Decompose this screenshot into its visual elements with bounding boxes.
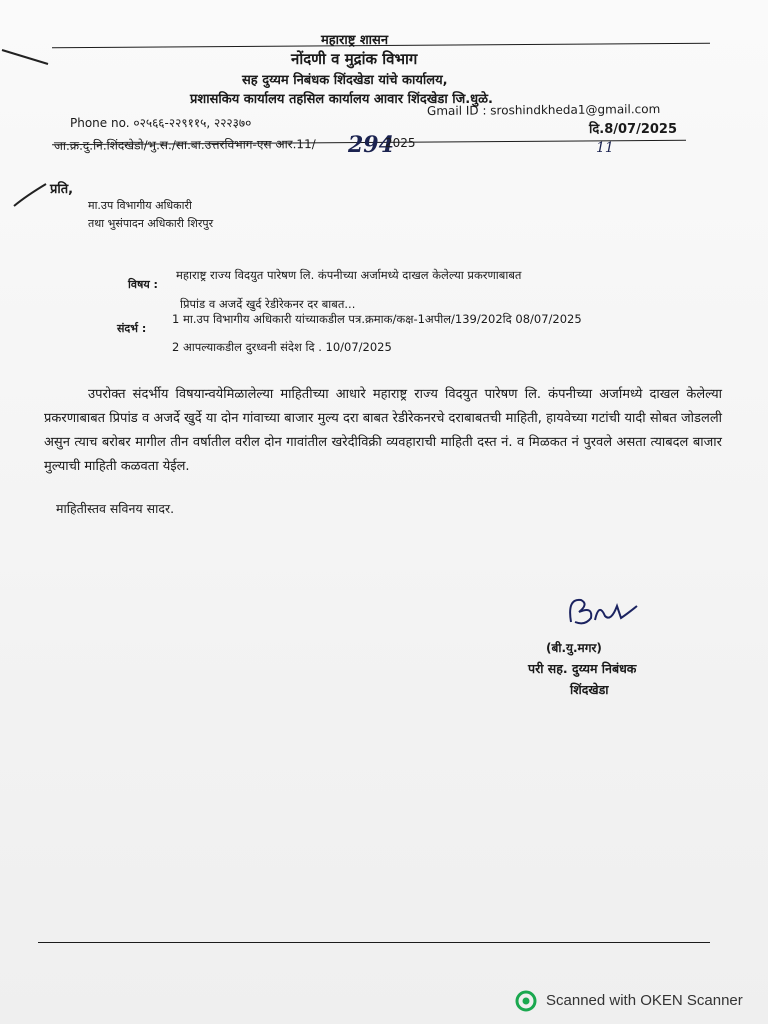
- reference-label: संदर्भ :: [117, 322, 147, 335]
- subject-line2: प्रिपांड व अजर्दे खुर्द रेडीरेकनर दर बाबत...: [180, 297, 356, 311]
- reference-line1: 1 मा.उप विभागीय अधिकारी यांच्याकडील पत्र.क्रमाक/कक्ष-1अपील/139/202दि 08/07/2025: [172, 312, 582, 326]
- outward-year: 2025: [385, 136, 416, 150]
- header-line2: नोंदणी व मुद्रांक विभाग: [291, 50, 418, 68]
- header-line3: सह दुय्यम निबंधक शिंदखेडा यांचे कार्यालय,: [242, 73, 448, 88]
- pen-mark-icon: [0, 40, 60, 70]
- recipient-line2: तथा भुसंपादन अधिकारी शिरपुर: [88, 217, 214, 230]
- signatory-name: (बी.यु.मगर): [546, 641, 602, 655]
- recipient-prati: प्रति,: [50, 182, 74, 197]
- recipient-line1: मा.उप विभागीय अधिकारी: [88, 199, 192, 212]
- phone-number: Phone no. ०२५६६-२२९११५, २२२३७०: [70, 116, 252, 130]
- outward-number: जा.क्र.दु.नि.शिंदखेडो/भु.स./सा.बा.उत्तरविभाग-एस आर.11/: [53, 137, 316, 153]
- letter-date: दि.8/07/2025: [589, 122, 678, 137]
- signature-scribble: [565, 592, 641, 632]
- subject-line1: महाराष्ट्र राज्य विदयुत पारेषण लि. कंपनीच्या अर्जामध्ये दाखल केलेल्या प्रकरणाबाबत: [176, 268, 522, 282]
- oken-scanner-logo-icon: [515, 990, 537, 1012]
- scanner-watermark-text: Scanned with OKEN Scanner: [546, 992, 743, 1009]
- signatory-place: शिंदखेडा: [570, 682, 609, 697]
- signatory-designation: परी सह. दुय्यम निबंधक: [528, 661, 637, 676]
- handwritten-outward-number: 294: [348, 132, 394, 158]
- subject-label: विषय :: [128, 278, 158, 291]
- handwritten-mark: 11: [596, 140, 614, 156]
- recipient-tick-icon: [10, 180, 50, 210]
- header-line4: प्रशासकिय कार्यालय तहसिल कार्यालय आवार शिंदखेडा जि.धुळे.: [190, 92, 493, 107]
- bottom-rule: [38, 942, 710, 943]
- closing-line: माहितीस्तव सविनय सादर.: [56, 501, 175, 516]
- reference-line2: 2 आपल्याकडील दुरध्वनी संदेश दि . 10/07/2025: [172, 340, 392, 354]
- body-paragraph: उपरोक्त संदर्भीय विषयान्वयेमिळालेल्या माहितीच्या आधारे महाराष्ट्र राज्य विदयुत पारेषण लि. कंपनीच्या अर्जामध्ये दाखल केलेल्या प्रकरणाबाबत प्रिपांड व अजर्दे खुर्दे या दोन गांवाच्या बाजार मुल्य दरा बाबत रेडीरेकनरचे दराबाबतची माहिती, हायवेच्या गटांची यादी सोबत जोडलली असुन त्याच बरोबर मागील तीन वर्षातील वरील दोन गावांतील खरेदीविक्री व्यवहाराची माहिती दस्त नं. व मिळकत नं पुरवले असता त्याबदल बाजार मुल्याची माहिती कळवता येईल.: [44, 387, 722, 474]
- header-line1: महाराष्ट्र शासन: [321, 33, 389, 48]
- gmail-id: Gmail ID : sroshindkheda1@gmail.com: [426, 101, 661, 119]
